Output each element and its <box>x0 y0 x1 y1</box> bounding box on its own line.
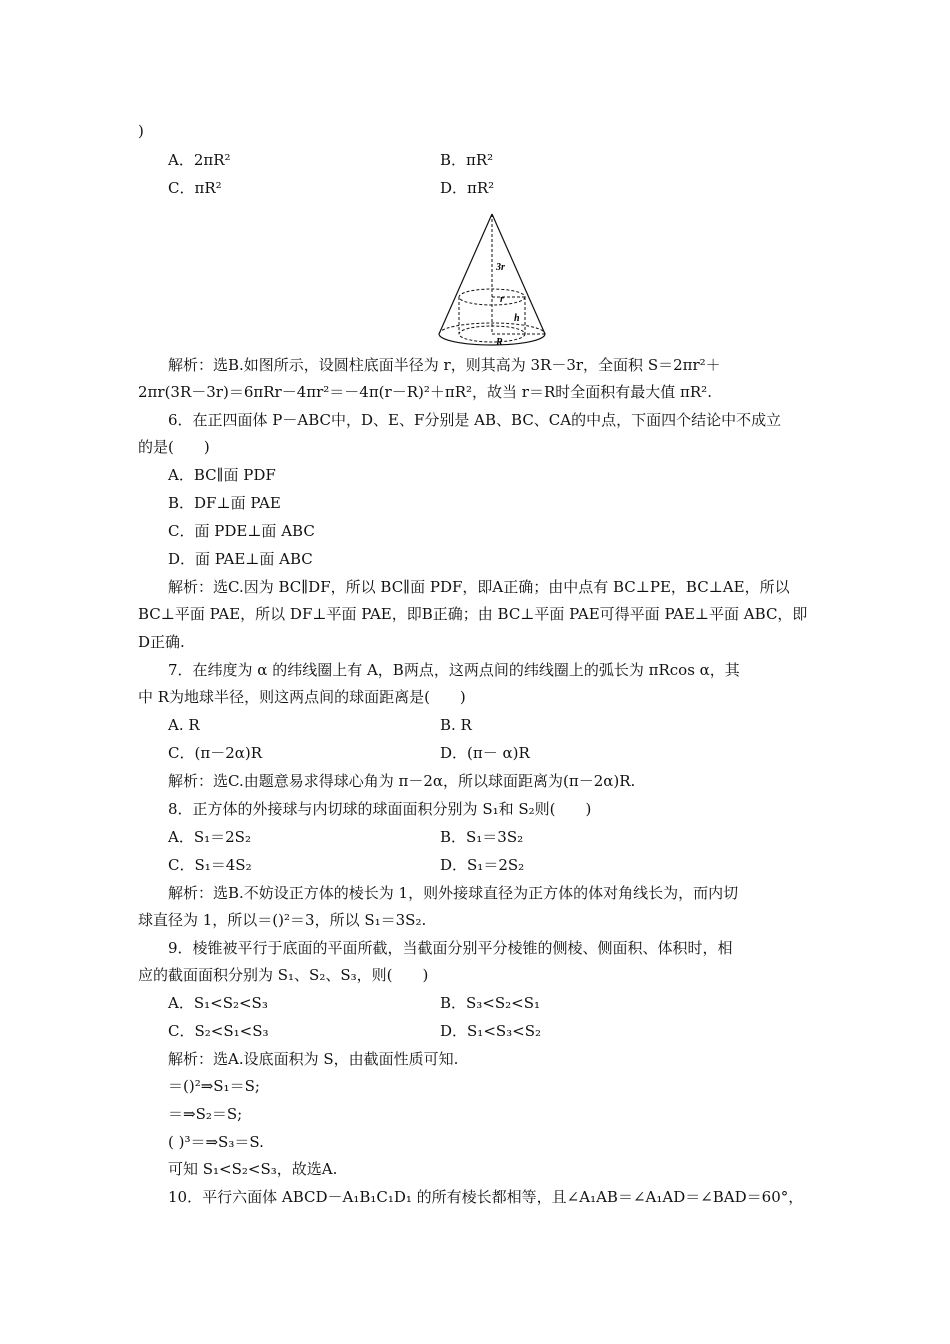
option-a: A．S₁＝2S₂ <box>168 828 251 846</box>
question-6: 6．在正四面体 P－ABC中，D、E、F分别是 AB、BC、CA的中点，下面四个结论中不成立 <box>168 411 782 429</box>
option-d: D．πR² <box>440 179 495 197</box>
solution-line: 解析：选B.不妨设正方体的棱长为 1，则外接球直径为正方体的体对角线长为，而内切 <box>168 884 739 902</box>
option-d: D．S₁<S₃<S₂ <box>440 1022 542 1040</box>
solution-line: ＝⇒S₂＝S; <box>168 1105 243 1123</box>
option-b: B．πR² <box>440 151 494 169</box>
solution-line: ＝()²⇒S₁＝S; <box>168 1077 260 1095</box>
option-a: A．S₁<S₂<S₃ <box>168 994 268 1012</box>
option-c: C．S₂<S₁<S₃ <box>168 1022 269 1040</box>
solution-line: 解析：选A.设底面积为 S，由截面性质可知. <box>168 1050 459 1068</box>
solution-line: 解析：选B.如图所示，设圆柱底面半径为 r，则其高为 3R－3r，全面积 S＝2πr²＋ <box>168 356 721 374</box>
solution-line: ( )³＝⇒S₃＝S. <box>168 1133 264 1151</box>
question-7: 7．在纬度为 α 的纬线圈上有 A，B两点，这两点间的纬线圈上的弧长为 πRcos α，其 <box>168 661 740 679</box>
question-10: 10．平行六面体 ABCD－A₁B₁C₁D₁ 的所有棱长都相等，且∠A₁AB＝∠A₁AD＝∠BAD＝60°， <box>168 1188 804 1206</box>
option-a: A. R <box>168 716 200 734</box>
option-c: C．面 PDE⊥面 ABC <box>168 522 315 540</box>
option-c: C．(π－2α)R <box>168 744 263 762</box>
option-a: A．BC∥面 PDF <box>168 466 276 484</box>
option-c: C．S₁＝4S₂ <box>168 856 252 874</box>
option-d: D．面 PAE⊥面 ABC <box>168 550 313 568</box>
solution-line: 球直径为 1，所以＝()²＝3，所以 S₁＝3S₂. <box>138 911 427 929</box>
option-a: A．2πR² <box>168 151 231 169</box>
option-b: B．S₁＝3S₂ <box>440 828 524 846</box>
option-d: D．S₁＝2S₂ <box>440 856 525 874</box>
text-line: ) <box>138 122 144 140</box>
option-b: B．S₃<S₂<S₁ <box>440 994 541 1012</box>
cone-cylinder-figure <box>436 210 548 350</box>
label-h: h <box>514 313 520 324</box>
option-d: D．(π－ α)R <box>440 744 530 762</box>
question-9-cont: 应的截面面积分别为 S₁、S₂、S₃，则( ) <box>138 966 429 984</box>
option-c: C．πR² <box>168 179 222 197</box>
solution-line: BC⊥平面 PAE，所以 DF⊥平面 PAE，即B正确；由 BC⊥平面 PAE可得平面 PAE⊥平面 ABC，即 <box>138 605 808 623</box>
label-3r: 3r <box>496 262 505 273</box>
solution-line: 可知 S₁<S₂<S₃，故选A. <box>168 1160 338 1178</box>
solution-line: 解析：选C.由题意易求得球心角为 π－2α，所以球面距离为(π－2α)R. <box>168 772 636 790</box>
solution-line: D正确. <box>138 633 185 651</box>
question-6-cont: 的是( ) <box>138 438 210 456</box>
label-R: R <box>496 337 503 348</box>
question-9: 9．棱锥被平行于底面的平面所截，当截面分别平分棱锥的侧棱、侧面积、体积时，相 <box>168 939 733 957</box>
option-b: B. R <box>440 716 472 734</box>
question-7-cont: 中 R为地球半径，则这两点间的球面距离是( ) <box>138 688 466 706</box>
question-8: 8．正方体的外接球与内切球的球面面积分别为 S₁和 S₂则( ) <box>168 800 592 818</box>
solution-line: 2πr(3R－3r)＝6πRr－4πr²＝－4π(r－R)²＋πR²，故当 r＝R时全面积有最大值 πR². <box>138 383 712 401</box>
option-b: B．DF⊥面 PAE <box>168 494 281 512</box>
label-r: r <box>500 294 504 305</box>
solution-line: 解析：选C.因为 BC∥DF，所以 BC∥面 PDF，即A正确；由中点有 BC⊥PE，BC⊥AE，所以 <box>168 578 790 596</box>
